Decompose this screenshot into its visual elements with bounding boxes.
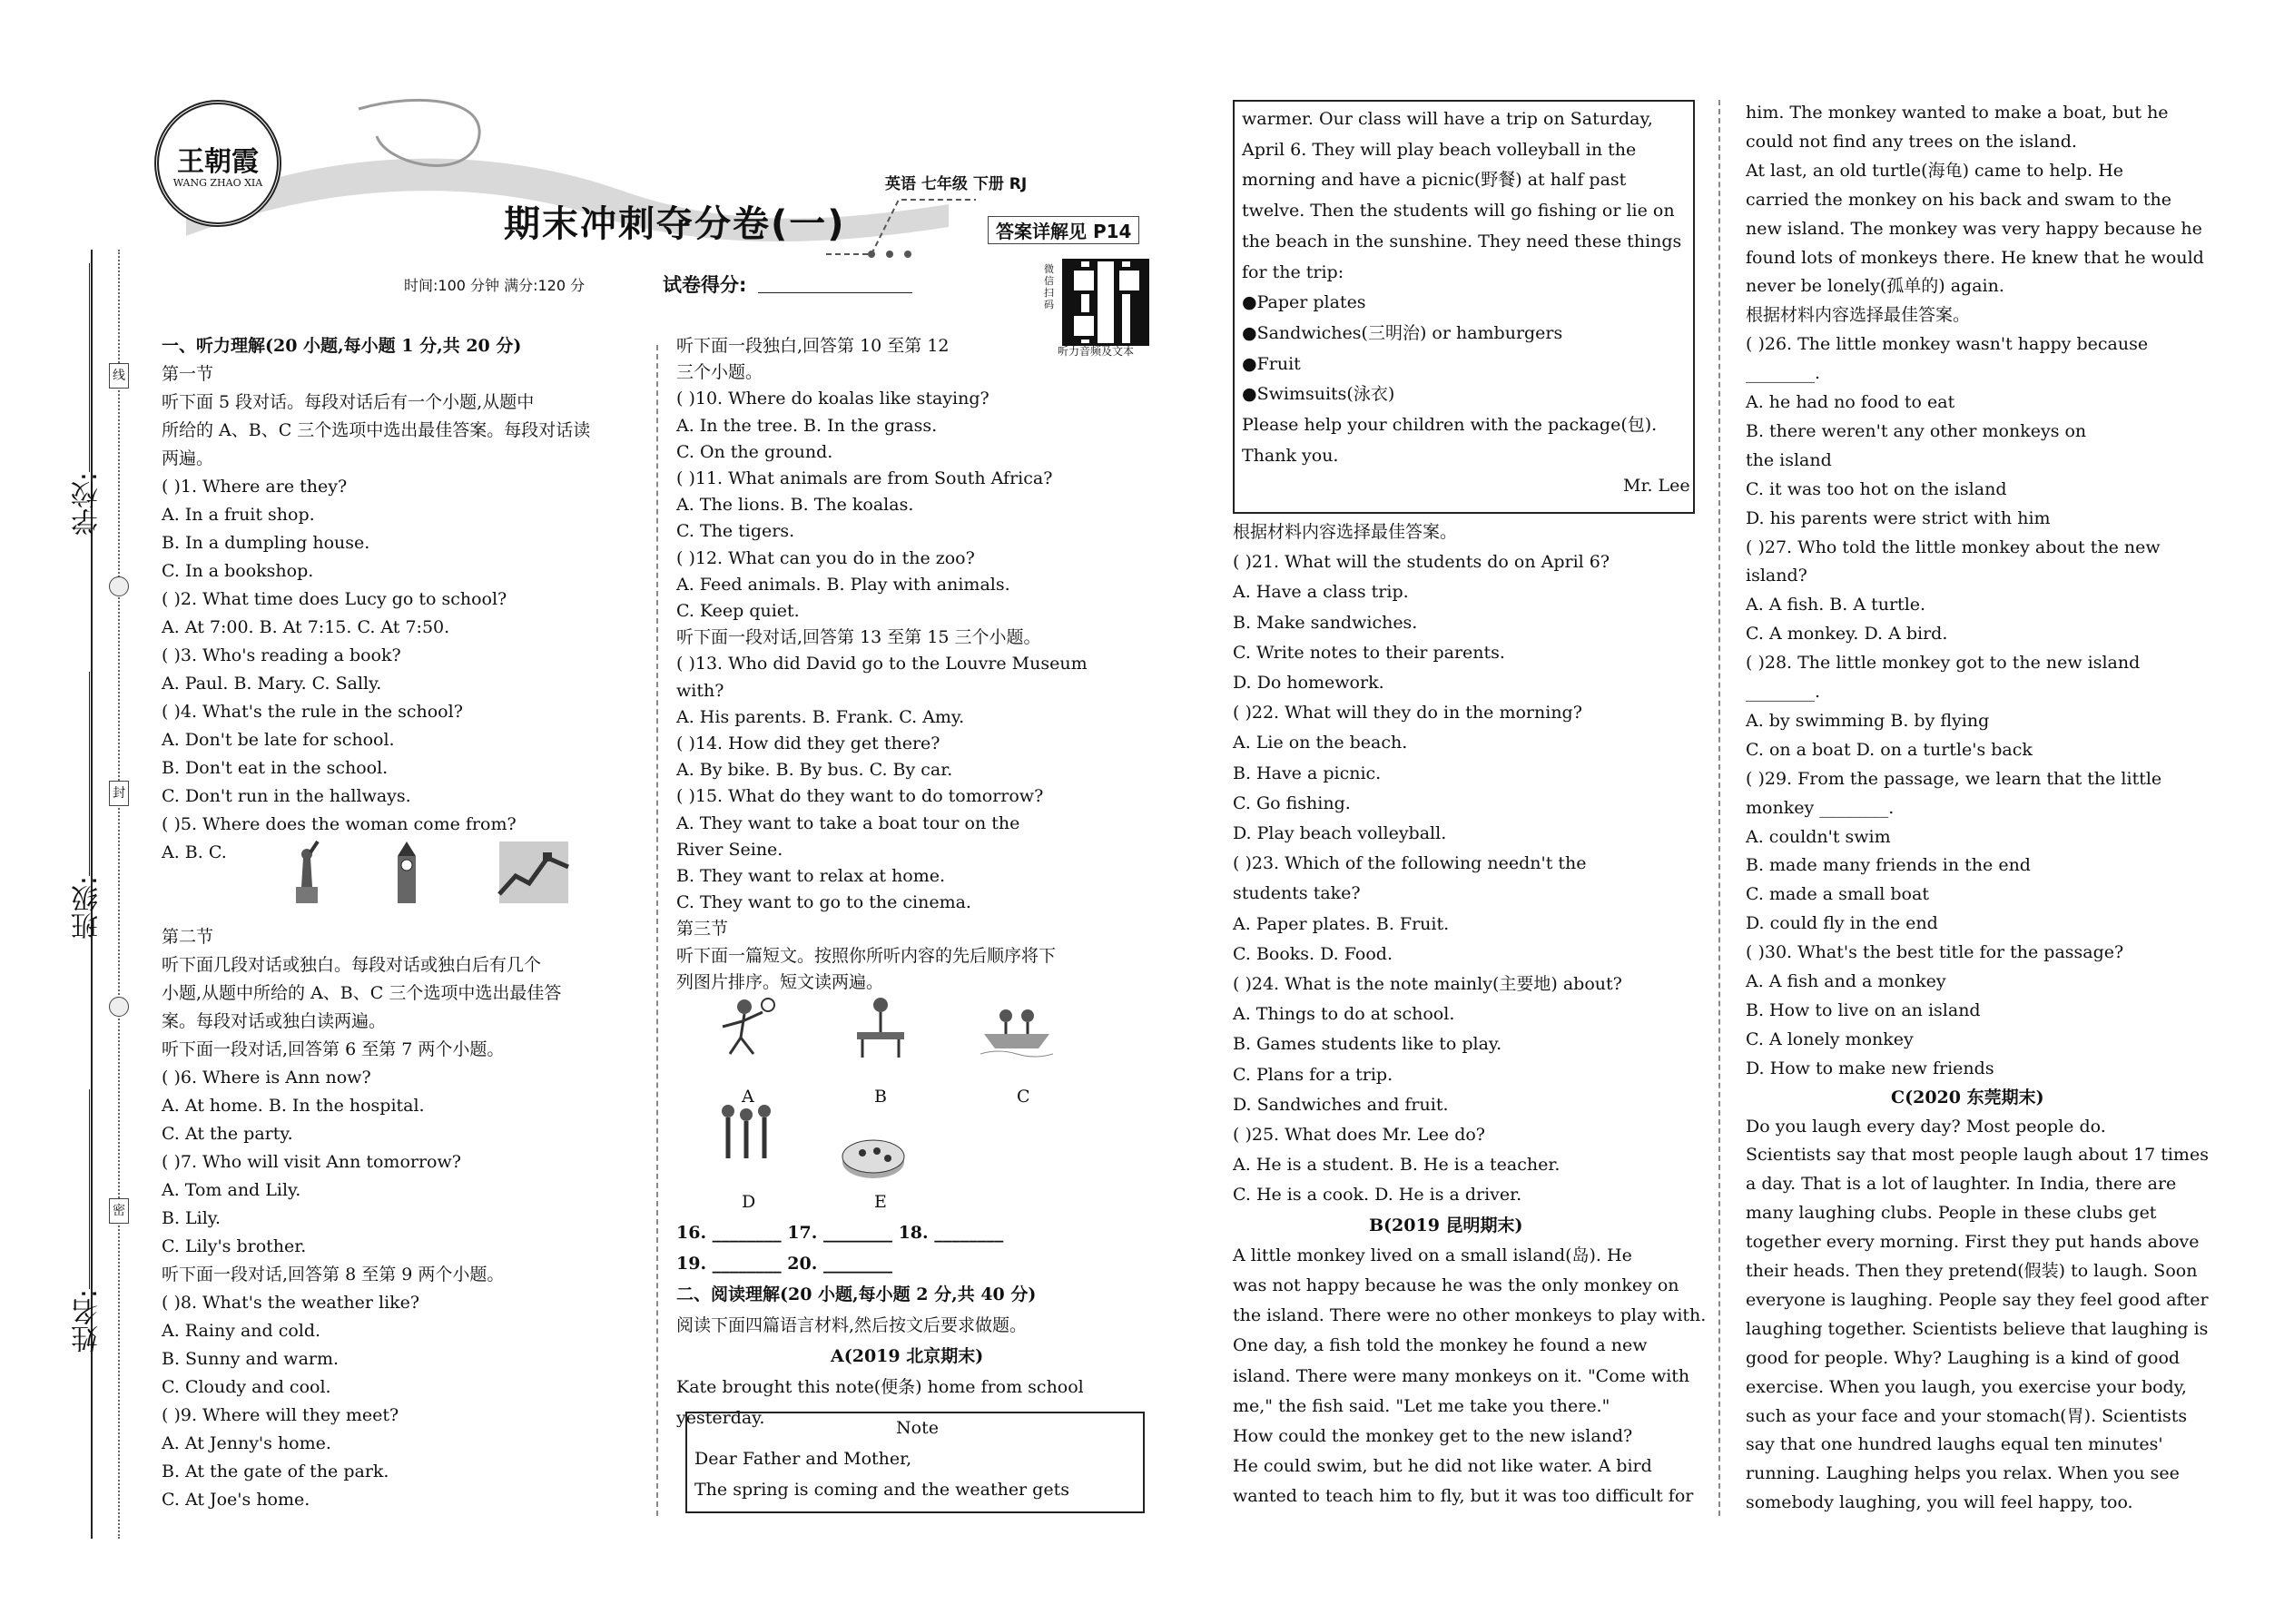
text-line: morning and have a picnic(野餐) at half past — [1242, 170, 1627, 191]
text-line: running. Laughing helps you relax. When you see — [1746, 1463, 2180, 1484]
text-line: 二、阅读理解(20 小题,每小题 2 分,共 40 分) — [676, 1284, 1037, 1304]
text-line: B(2019 昆明期末) — [1369, 1215, 1523, 1235]
text-line: River Seine. — [676, 839, 783, 860]
text-line: How could the monkey get to the new island? — [1233, 1426, 1633, 1446]
text-line: C. Plans for a trip. — [1233, 1064, 1393, 1085]
school-label: 学校: — [72, 472, 103, 536]
column-separator — [1718, 100, 1720, 1516]
great-wall-icon — [497, 840, 570, 905]
text-line: B. In a dumpling house. — [162, 533, 370, 553]
text-line: B. Lily. — [162, 1208, 222, 1228]
answer-reference-text: 答案详解见 P14 — [996, 221, 1132, 242]
question-line: ( )9. Where will they meet? — [162, 1405, 399, 1425]
text-line: D. How to make new friends — [1746, 1058, 1994, 1078]
text-line: B. there weren't any other monkeys on — [1746, 420, 2087, 441]
text-line: A. At Jenny's home. — [162, 1433, 331, 1453]
text-line: the island. There were no other monkeys to play with. — [1233, 1305, 1707, 1326]
text-line: B. They want to relax at home. — [676, 866, 946, 886]
text-line: A. Feed animals. B. Play with animals. — [676, 574, 1010, 595]
tennis-picture-icon — [710, 994, 783, 1059]
cake-picture-icon — [837, 1126, 910, 1191]
text-line: B. Have a picnic. — [1233, 763, 1382, 783]
text-line: C. Cloudy and cool. — [162, 1377, 331, 1397]
text-line: B. Sunny and warm. — [162, 1349, 340, 1369]
text-line: with? — [676, 680, 724, 701]
text-line: C. They want to go to the cinema. — [676, 892, 971, 913]
question-line: ( )14. How did they get there? — [676, 733, 940, 753]
text-line: Do you laugh every day? Most people do. — [1746, 1116, 2106, 1137]
text-line: A. In a fruit shop. — [162, 505, 315, 525]
binding-hole-icon — [109, 576, 129, 596]
text-line: C. He is a cook. D. He is a driver. — [1233, 1185, 1522, 1206]
text-line: A. Things to do at school. — [1233, 1004, 1455, 1025]
text-line: monkey ________. — [1746, 797, 1895, 818]
text-line: students take? — [1233, 883, 1361, 904]
text-line: B. How to live on an island — [1746, 999, 1981, 1020]
text-line: 听下面一段独白,回答第 10 至第 12 — [676, 336, 950, 356]
text-line: carried the monkey on his back and swam to the — [1746, 189, 2171, 210]
text-line: 案。每段对话或独白读两遍。 — [162, 1011, 387, 1031]
text-line: 听下面一篇短文。按照你所听内容的先后顺序将下 — [676, 945, 1057, 966]
text-line: C. Don't run in the hallways. — [162, 786, 411, 806]
score-label: 试卷得分: — [663, 274, 747, 296]
logo-sub: WANG ZHAO XIA — [172, 177, 263, 189]
text-line: 16. ________ 17. ________ 18. ________ — [676, 1223, 1004, 1243]
question-line: ( )5. Where does the woman come from? — [162, 814, 517, 834]
question-line: ( )11. What animals are from South Africa? — [676, 468, 1053, 488]
qr-caption: 听力音频及文本 — [1058, 345, 1135, 358]
text-line: C. Go fishing. — [1233, 792, 1351, 813]
text-line: everyone is laughing. People say they feel good after — [1746, 1289, 2209, 1310]
tag-seal: 封 — [109, 781, 129, 806]
text-line: 根据材料内容选择最佳答案。 — [1233, 522, 1458, 542]
picture-label-b: B — [874, 1087, 887, 1107]
text-line: One day, a fish told the monkey he found a new — [1233, 1335, 1648, 1356]
text-line: 三个小题。 — [676, 362, 763, 383]
text-line: A. Rainy and cold. — [162, 1321, 321, 1341]
boat-picture-icon — [980, 994, 1053, 1059]
question-line: ( )21. What will the students do on April 6? — [1233, 552, 1610, 573]
text-line: C. on a boat D. on a turtle's back — [1746, 739, 2033, 760]
text-line: 第二节 — [162, 927, 214, 947]
text-line: 听下面一段对话,回答第 6 至第 7 两个小题。 — [162, 1039, 505, 1059]
cooking-picture-icon — [844, 994, 917, 1059]
text-line: C. Books. D. Food. — [1233, 943, 1393, 964]
question-line: ( )7. Who will visit Ann tomorrow? — [162, 1152, 461, 1172]
text-line: Please help your children with the package(包). — [1242, 415, 1658, 435]
text-line: C. it was too hot on the island — [1746, 478, 2007, 499]
question-line: ( )26. The little monkey wasn't happy because — [1746, 334, 2149, 355]
question-line: ( )8. What's the weather like? — [162, 1293, 420, 1313]
text-line: 一、听力理解(20 小题,每小题 1 分,共 20 分) — [162, 336, 522, 356]
text-line: B. Games students like to play. — [1233, 1034, 1502, 1055]
text-line: C. A monkey. D. A bird. — [1746, 624, 1948, 645]
text-line: A. B. C. — [162, 842, 227, 862]
text-line: April 6. They will play beach volleyball in the — [1242, 139, 1637, 160]
text-line: C. made a small boat — [1746, 884, 1929, 905]
question-line: ( )12. What can you do in the zoo? — [676, 547, 975, 568]
text-line: He could swim, but he did not like water. A bird — [1233, 1456, 1652, 1477]
question-line: ( )15. What do they want to do tomorrow? — [676, 786, 1044, 807]
picture-label-d: D — [742, 1192, 756, 1212]
title-dashes — [817, 182, 980, 263]
tag-secret: 密 — [109, 1198, 129, 1224]
text-line: ●Fruit — [1242, 353, 1301, 374]
score-blank[interactable] — [758, 292, 912, 293]
note-title: Note — [896, 1418, 939, 1438]
note-body: The spring is coming and the weather gets — [694, 1480, 1069, 1500]
logo — [154, 100, 281, 227]
text-line: A little monkey lived on a small island(岛). He — [1233, 1245, 1632, 1265]
question-line: ( )25. What does Mr. Lee do? — [1233, 1125, 1485, 1145]
text-line: Scientists say that most people laugh about 17 times — [1746, 1145, 2209, 1166]
text-line: A. he had no food to eat — [1746, 392, 1955, 412]
text-line: A. Tom and Lily. — [162, 1180, 301, 1200]
text-line: 列图片排序。短文读两遍。 — [676, 971, 884, 992]
school-blank-line — [89, 263, 90, 472]
text-line: ________. — [1746, 363, 1821, 384]
text-line: 小题,从题中所给的 A、B、C 三个选项中选出最佳答 — [162, 983, 562, 1003]
text-line: say that one hundred laughs equal ten minutes' — [1746, 1434, 2163, 1455]
answer-reference — [988, 216, 1139, 244]
text-line: A(2019 北京期末) — [831, 1346, 984, 1366]
text-line: A. His parents. B. Frank. C. Amy. — [676, 706, 965, 727]
text-line: new island. The monkey was very happy because he — [1746, 218, 2202, 239]
text-line: D. Do homework. — [1233, 673, 1384, 693]
text-line: their heads. Then they pretend(假装) to laugh. Soon — [1746, 1261, 2198, 1281]
qr-left-text: 微信扫码 — [1044, 263, 1054, 310]
text-line: A. Lie on the beach. — [1233, 733, 1408, 753]
question-line: ( )29. From the passage, we learn that the little — [1746, 768, 2162, 789]
text-line: wanted to teach him to fly, but it was too difficult for — [1233, 1486, 1694, 1507]
text-line: A. The lions. B. The koalas. — [676, 495, 914, 516]
binding-hole-icon — [109, 997, 129, 1017]
text-line: many laughing clubs. People in these clubs get — [1746, 1203, 2157, 1224]
text-line: Mr. Lee — [1623, 476, 1690, 497]
text-line: C. In a bookshop. — [162, 561, 314, 581]
question-line: ( )22. What will they do in the morning? — [1233, 703, 1582, 723]
question-line: ( )23. Which of the following needn't the — [1233, 853, 1587, 874]
text-line: never be lonely(孤单的) again. — [1746, 276, 2004, 297]
text-line: A. Paper plates. B. Fruit. — [1233, 913, 1450, 934]
text-line: A. By bike. B. By bus. C. By car. — [676, 760, 953, 781]
text-line: him. The monkey wanted to make a boat, but he — [1746, 103, 2169, 123]
class-label: 班级: — [72, 876, 103, 940]
text-line: together every morning. First they put hands above — [1746, 1232, 2200, 1253]
text-line: 阅读下面四篇语言材料,然后按文后要求做题。 — [676, 1315, 1028, 1335]
text-line: 第一节 — [162, 364, 214, 384]
text-line: the island — [1746, 449, 1832, 470]
text-line: yesterday. — [676, 1408, 765, 1428]
time-info: 时间:100 分钟 满分:120 分 — [404, 277, 586, 294]
text-line: the beach in the sunshine. They need these things — [1242, 231, 1682, 251]
text-line: ●Sandwiches(三明治) or hamburgers — [1242, 322, 1563, 343]
column-separator — [656, 345, 658, 1516]
text-line: A. A fish and a monkey — [1746, 971, 1946, 991]
text-line: A. At home. B. In the hospital. — [162, 1096, 425, 1116]
text-line: A. A fish. B. A turtle. — [1746, 595, 1926, 615]
text-line: A. Paul. B. Mary. C. Sally. — [162, 674, 382, 694]
text-line: 听下面一段对话,回答第 13 至第 15 三个小题。 — [676, 627, 1041, 648]
question-line: ( )1. Where are they? — [162, 477, 348, 497]
question-line: ( )27. Who told the little monkey about the new — [1746, 536, 2161, 557]
question-line: ( )2. What time does Lucy go to school? — [162, 589, 507, 609]
question-line: ( )28. The little monkey got to the new island — [1746, 653, 2141, 674]
text-line: 第三节 — [676, 919, 729, 940]
question-line: ( )30. What's the best title for the passage? — [1746, 942, 2124, 963]
big-ben-icon — [370, 840, 443, 905]
statue-of-liberty-icon — [271, 840, 343, 905]
cut-line — [118, 250, 120, 1539]
text-line: 听下面一段对话,回答第 8 至第 9 两个小题。 — [162, 1265, 505, 1284]
text-line: good for people. Why? Laughing is a kind of good — [1746, 1347, 2181, 1368]
page-title: 期末冲刺夺分卷(一) — [504, 203, 846, 245]
text-line: me," the fish said. "Let me take you there." — [1233, 1395, 1610, 1416]
text-line: 两遍。 — [162, 448, 214, 468]
note-box — [685, 1412, 1145, 1513]
text-line: 所给的 A、B、C 三个选项中选出最佳答案。每段对话读 — [162, 420, 591, 440]
text-line: C. Keep quiet. — [676, 601, 800, 621]
text-line: A. In the tree. B. In the grass. — [676, 415, 938, 436]
text-line: B. Make sandwiches. — [1233, 612, 1418, 633]
text-line: warmer. Our class will have a trip on Saturday, — [1242, 109, 1653, 129]
subject-meta: 英语 七年级 下册 RJ — [885, 175, 1028, 193]
text-line: could not find any trees on the island. — [1746, 131, 2077, 152]
text-line: D. his parents were strict with him — [1746, 507, 2051, 528]
text-line: island? — [1746, 566, 1807, 586]
picture-label-a: A — [742, 1087, 754, 1107]
logo-text: 王朝霞 — [177, 146, 259, 178]
question-line: ( )10. Where do koalas like staying? — [676, 389, 989, 409]
question-line: ( )3. Who's reading a book? — [162, 645, 401, 665]
text-line: twelve. Then the students will go fishing or lie on — [1242, 201, 1675, 221]
text-line: C. The tigers. — [676, 521, 795, 542]
text-line: ●Swimsuits(泳衣) — [1242, 384, 1395, 405]
text-line: 听下面 5 段对话。每段对话后有一个小题,从题中 — [162, 392, 535, 412]
text-line: exercise. When you laugh, you exercise your body, — [1746, 1376, 2187, 1397]
text-line: A. He is a student. B. He is a teacher. — [1233, 1155, 1561, 1176]
picture-label-e: E — [874, 1192, 887, 1212]
text-line: 根据材料内容选择最佳答案。 — [1746, 305, 1971, 326]
text-line: A. couldn't swim — [1746, 826, 1891, 847]
text-line: D. Play beach volleyball. — [1233, 823, 1447, 843]
text-line: C. On the ground. — [676, 441, 833, 462]
text-line: A. At 7:00. B. At 7:15. C. At 7:50. — [162, 617, 450, 637]
text-line: ●Paper plates — [1242, 292, 1366, 313]
text-line: laughing together. Scientists believe that laughing is — [1746, 1318, 2209, 1339]
text-line: C. At the party. — [162, 1124, 293, 1144]
text-line: A. Don't be late for school. — [162, 730, 395, 750]
text-line: for the trip: — [1242, 261, 1344, 282]
text-line: island. There were many monkeys on it. "Come with — [1233, 1365, 1690, 1386]
text-line: A. They want to take a boat tour on the — [676, 812, 1020, 833]
text-line: C. A lonely monkey — [1746, 1029, 1914, 1049]
question-line: ( )4. What's the rule in the school? — [162, 702, 463, 722]
question-line: ( )24. What is the note mainly(主要地) about? — [1233, 974, 1622, 994]
text-line: B. Don't eat in the school. — [162, 758, 389, 778]
text-line: B. At the gate of the park. — [162, 1462, 389, 1481]
name-label: 姓名: — [72, 1289, 103, 1353]
text-line: C(2020 东莞期末) — [1891, 1087, 2044, 1107]
text-line: found lots of monkeys there. He knew that he would — [1746, 247, 2204, 268]
text-line: was not happy because he was the only monkey on — [1233, 1275, 1679, 1295]
text-line: C. Lily's brother. — [162, 1236, 307, 1256]
tag-line: 线 — [109, 363, 129, 389]
question-line: ( )6. Where is Ann now? — [162, 1068, 371, 1088]
text-line: a day. That is a lot of laughter. In India, there are — [1746, 1174, 2177, 1195]
name-blank-line — [89, 1089, 90, 1289]
class-blank-line — [89, 672, 90, 876]
text-line: D. could fly in the end — [1746, 913, 1938, 934]
text-line: such as your face and your stomach(胃). Scientists — [1746, 1405, 2188, 1426]
picture-label-c: C — [1017, 1087, 1030, 1107]
text-line: D. Sandwiches and fruit. — [1233, 1094, 1449, 1115]
question-line: ( )13. Who did David go to the Louvre Museum — [676, 654, 1088, 674]
text-line: somebody laughing, you will feel happy, too. — [1746, 1492, 2133, 1513]
qr-code-icon[interactable] — [1062, 259, 1149, 346]
text-line: Thank you. — [1242, 445, 1339, 466]
text-line: C. Write notes to their parents. — [1233, 642, 1505, 663]
text-line: C. At Joe's home. — [162, 1490, 310, 1510]
text-line: A. Have a class trip. — [1233, 582, 1409, 603]
text-line: B. made many friends in the end — [1746, 855, 2031, 876]
text-line: At last, an old turtle(海龟) came to help. He — [1746, 160, 2124, 181]
text-line: 听下面几段对话或独白。每段对话或独白后有几个 — [162, 955, 542, 975]
text-line: Kate brought this note(便条) home from school — [676, 1377, 1084, 1397]
text-line: 19. ________ 20. ________ — [676, 1254, 892, 1274]
text-line: ________. — [1746, 682, 1821, 702]
note-greeting: Dear Father and Mother, — [694, 1449, 912, 1469]
text-line: A. by swimming B. by flying — [1746, 710, 1990, 731]
